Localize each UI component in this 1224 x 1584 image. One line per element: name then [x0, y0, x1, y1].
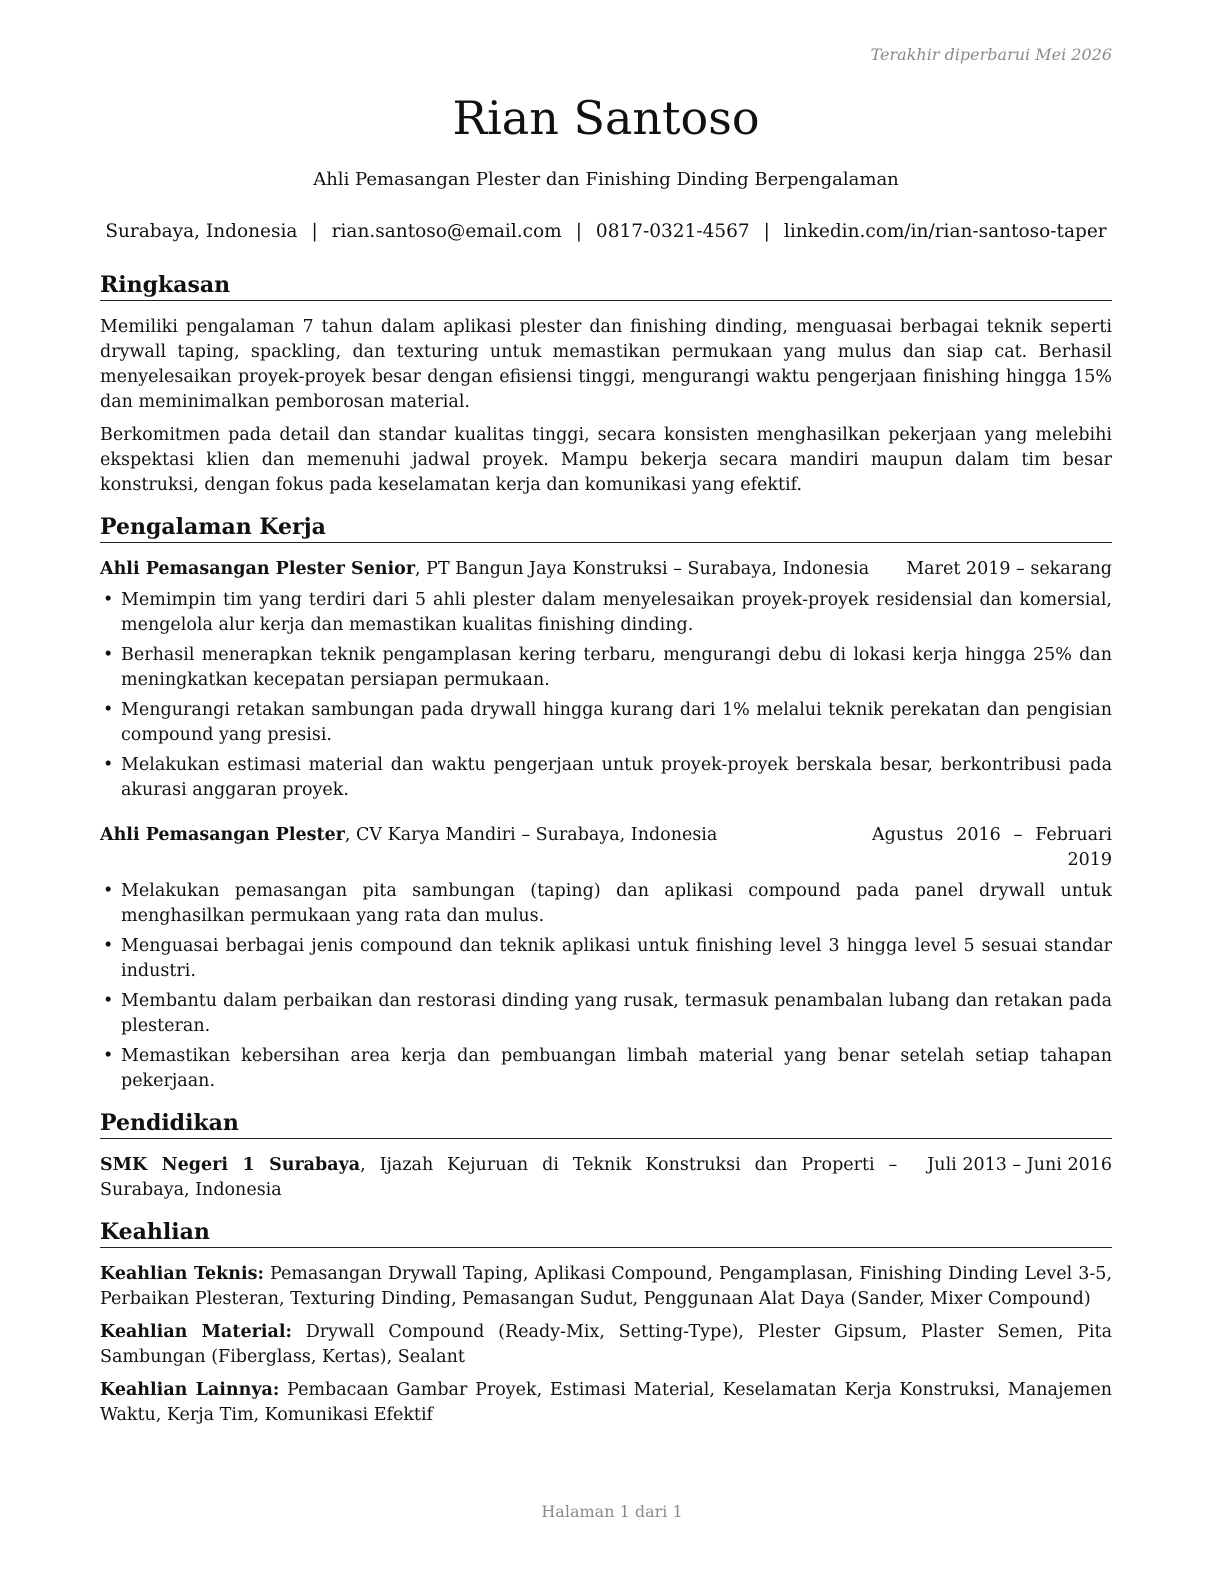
- skill-text: Drywall Compound (Ready-Mix, Setting-Type), Plester Gipsum, Plaster Semen, Pita Sambungan (Fiberglass, Kertas), Sealant: [100, 1322, 1112, 1367]
- skill-group: [100, 1320, 1112, 1370]
- section-title-education: Pendidikan: [100, 1108, 1112, 1139]
- bullet-icon: •: [103, 755, 114, 775]
- skill-group: [100, 1262, 1112, 1312]
- list-item: [100, 588, 1112, 638]
- job-bullets: [100, 588, 1112, 803]
- list-item: [100, 698, 1112, 748]
- candidate-name: Rian Santoso: [452, 91, 760, 145]
- summary-section: [100, 270, 1112, 498]
- candidate-headline: Ahli Pemasangan Plester dan Finishing Dinding Berpengalaman: [313, 169, 899, 190]
- experience-section: [100, 512, 1112, 1094]
- bullet-icon: •: [103, 1046, 114, 1066]
- bullet-text: Melakukan pemasangan pita sambungan (taping) dan aplikasi compound pada panel drywall untuk menghasilkan permukaan yang rata dan mulus.: [121, 881, 1112, 926]
- job-role: Ahli Pemasangan Plester: [100, 825, 345, 845]
- list-item: [100, 989, 1112, 1039]
- job-dates: Maret 2019 – sekarang: [906, 559, 1112, 579]
- skill-label: Keahlian Lainnya:: [100, 1380, 280, 1400]
- bullet-text: Memastikan kebersihan area kerja dan pembuangan limbah material yang benar setelah setiap tahapan pekerjaan.: [121, 1046, 1112, 1091]
- list-item: [100, 753, 1112, 803]
- summary-paragraph: Berkomitmen pada detail dan standar kualitas tinggi, secara konsisten menghasilkan pekerjaan yang melebihi ekspektasi klien dan memenuhi jadwal proyek. Mampu bekerja secara mandiri maupun dalam tim besar konstruksi, dengan fokus pada keselamatan kerja dan komunikasi yang efektif.: [100, 425, 1112, 495]
- bullet-icon: •: [103, 936, 114, 956]
- job-bullets: [100, 879, 1112, 1094]
- page-number: Halaman 1 dari 1: [541, 1502, 683, 1521]
- skills-section: [100, 1217, 1112, 1428]
- skill-label: Keahlian Teknis:: [100, 1264, 264, 1284]
- bullet-icon: •: [103, 991, 114, 1011]
- job-title-line: [100, 557, 906, 582]
- contact-separator: |: [311, 221, 318, 242]
- skill-group: [100, 1378, 1112, 1428]
- list-item: [100, 934, 1112, 984]
- bullet-text: Memimpin tim yang terdiri dari 5 ahli plester dalam menyelesaikan proyek-proyek residensial dan komersial, mengelola alur kerja dan memastikan kualitas finishing dinding.: [121, 590, 1112, 635]
- section-title-experience: Pengalaman Kerja: [100, 512, 1112, 543]
- bullet-icon: •: [103, 881, 114, 901]
- skill-text: Pembacaan Gambar Proyek, Estimasi Material, Keselamatan Kerja Konstruksi, Manajemen Waktu, Kerja Tim, Komunikasi Efektif: [100, 1380, 1112, 1425]
- last-updated-note: Terakhir diperbarui Mei 2026: [870, 45, 1112, 64]
- education-entry: [100, 1153, 1112, 1203]
- contact-separator: |: [763, 221, 770, 242]
- resume-content: [100, 270, 1112, 1442]
- bullet-icon: •: [103, 700, 114, 720]
- contact-separator: |: [575, 221, 582, 242]
- bullet-icon: •: [103, 590, 114, 610]
- education-dates: Juli 2013 – Juni 2016: [927, 1155, 1112, 1175]
- skill-label: Keahlian Material:: [100, 1322, 292, 1342]
- bullet-text: Mengurangi retakan sambungan pada drywall hingga kurang dari 1% melalui teknik perekatan dan pengisian compound yang presisi.: [121, 700, 1112, 745]
- bullet-text: Melakukan estimasi material dan waktu pengerjaan untuk proyek-proyek berskala besar, berkontribusi pada akurasi anggaran proyek.: [121, 755, 1112, 800]
- section-title-summary: Ringkasan: [100, 270, 1112, 301]
- bullet-text: Membantu dalam perbaikan dan restorasi dinding yang rusak, termasuk penambalan lubang dan retakan pada plesteran.: [121, 991, 1112, 1036]
- bullet-text: Menguasai berbagai jenis compound dan teknik aplikasi untuk finishing level 3 hingga level 5 sesuai standar industri.: [121, 936, 1112, 981]
- contact-email[interactable]: rian.santoso@email.com: [331, 221, 562, 242]
- bullet-icon: •: [103, 645, 114, 665]
- education-detail: , Ijazah Kejuruan di Teknik Konstruksi dan Properti – Surabaya, Indonesia: [100, 1155, 898, 1200]
- education-section: [100, 1108, 1112, 1203]
- job-role: Ahli Pemasangan Plester Senior: [100, 559, 416, 579]
- job-header: [100, 823, 1112, 873]
- job-header: [100, 557, 1112, 582]
- job-company: , PT Bangun Jaya Konstruksi – Surabaya, Indonesia: [415, 559, 870, 579]
- contact-location: Surabaya, Indonesia: [105, 221, 298, 242]
- contact-linkedin[interactable]: linkedin.com/in/rian-santoso-taper: [783, 221, 1107, 242]
- job-title-line: [100, 823, 872, 848]
- bullet-text: Berhasil menerapkan teknik pengamplasan kering terbaru, mengurangi debu di lokasi kerja hingga 25% dan meningkatkan kecepatan persiapan permukaan.: [121, 645, 1112, 690]
- school-name: SMK Negeri 1 Surabaya: [100, 1155, 361, 1175]
- job-entry: [100, 823, 1112, 1094]
- job-dates: Agustus 2016 – Februari 2019: [872, 825, 1112, 870]
- list-item: [100, 1044, 1112, 1094]
- section-title-skills: Keahlian: [100, 1217, 1112, 1248]
- skill-text: Pemasangan Drywall Taping, Aplikasi Compound, Pengamplasan, Finishing Dinding Level 3-5, Perbaikan Plesteran, Texturing Dinding, Pemasangan Sudut, Penggunaan Alat Daya (Sander, Mixer Compound): [100, 1264, 1113, 1309]
- summary-paragraph: Memiliki pengalaman 7 tahun dalam aplikasi plester dan finishing dinding, menguasai berbagai teknik seperti drywall taping, spackling, dan texturing untuk memastikan permukaan yang mulus dan siap cat. Berhasil menyelesaikan proyek-proyek besar dengan efisiensi tinggi, mengurangi waktu pengerjaan finishing hingga 15% dan meminimalkan pemborosan material.: [100, 317, 1112, 412]
- list-item: [100, 879, 1112, 929]
- job-entry: [100, 557, 1112, 803]
- list-item: [100, 643, 1112, 693]
- education-line: [100, 1153, 927, 1203]
- contact-phone: 0817-0321-4567: [595, 221, 750, 242]
- contact-line: [30, 219, 1182, 245]
- job-company: , CV Karya Mandiri – Surabaya, Indonesia: [344, 825, 718, 845]
